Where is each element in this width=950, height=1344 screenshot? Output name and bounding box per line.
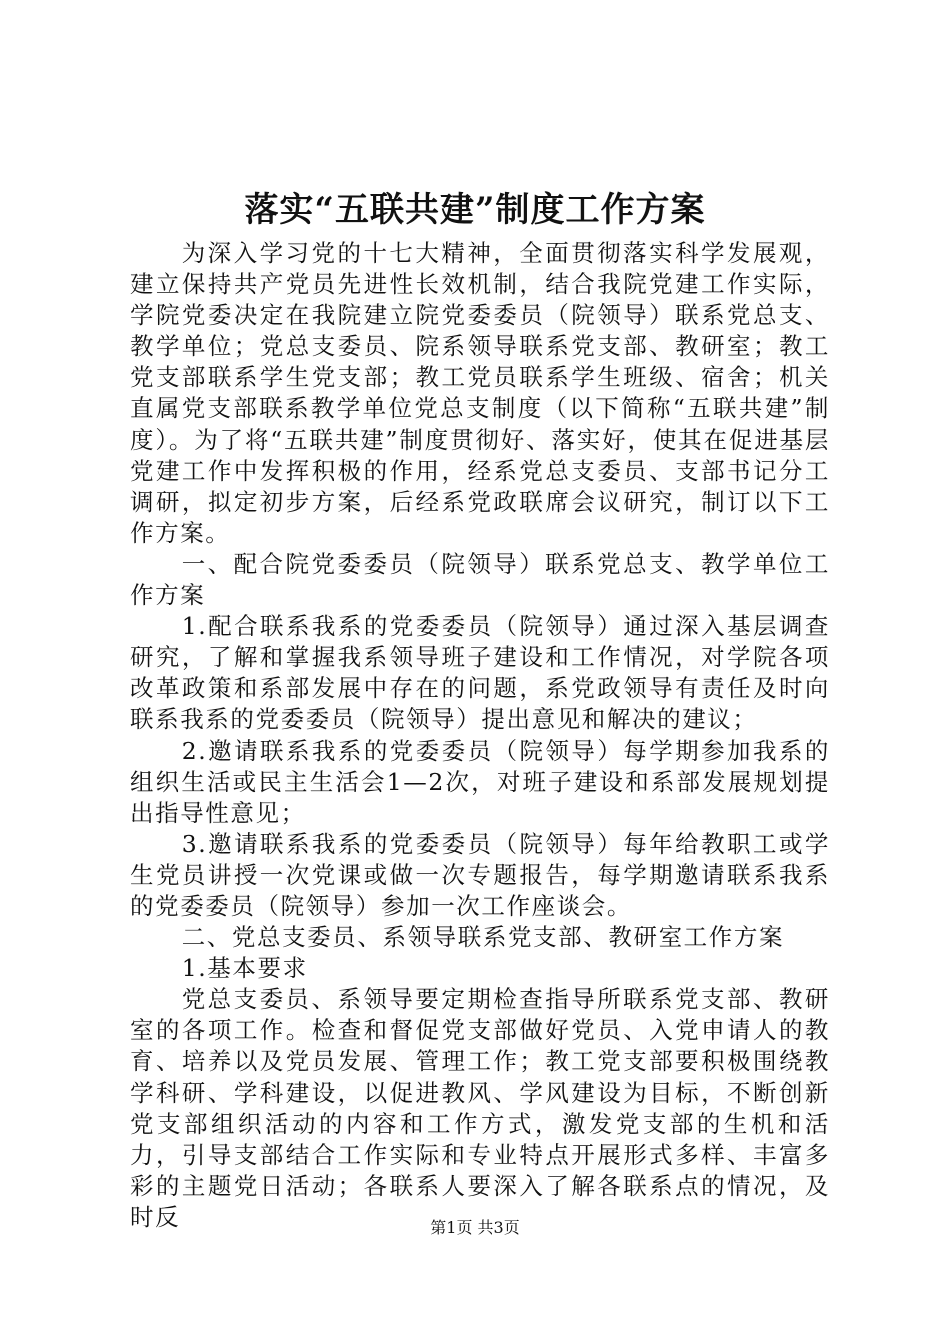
document-body [130,238,830,1233]
list-item-1-2: 2.邀请联系我系的党委委员（院领导）每学期参加我系的组织生活或民主生活会1—2次，对班子建设和系部发展规划提出指导性意见； [130,736,830,827]
section-heading-1: 一、配合院党委委员（院领导）联系党总支、教学单位工作方案 [130,549,830,610]
page-number-footer: 第1页 共3页 [430,1218,520,1237]
list-item-1-1: 1.配合联系我系的党委委员（院领导）通过深入基层调查研究，了解和掌握我系领导班子建设和工作情况，对学院各项改革政策和系部发展中存在的问题，系党政领导有责任及时向联系我系的党委委员（院领导）提出意见和解决的建议； [130,612,830,734]
subheading-2-1: 1.基本要求 [181,954,308,983]
intro-paragraph: 为深入学习党的十七大精神，全面贯彻落实科学发展观，建立保持共产党员先进性长效机制，结合我院党建工作实际，学院党委决定在我院建立院党委委员（院领导）联系党总支、教学单位；党总支委员、院系领导联系党支部、教研室；教工党支部联系学生党支部；教工党员联系学生班级、宿舍；机关直属党支部联系教学单位党总支制度（以下简称“五联共建”制度）。为了将“五联共建”制度贯彻好、落实好，使其在促进基层党建工作中发挥积极的作用，经系党总支委员、支部书记分工调研，拟定初步方案，后经系党政联席会议研究，制订以下工作方案。 [130,239,830,547]
list-item-1-3: 3.邀请联系我系的党委委员（院领导）每年给教职工或学生党员讲授一次党课或做一次专题报告，每学期邀请联系我系的党委委员（院领导）参加一次工作座谈会。 [130,829,830,920]
section-heading-2: 二、党总支委员、系领导联系党支部、教研室工作方案 [181,923,785,952]
document-title: 落实“五联共建”制度工作方案 [244,190,706,230]
body-paragraph-2-1: 党总支委员、系领导要定期检查指导所联系党支部、教研室的各项工作。检查和督促党支部做好党员、入党申请人的教育、培养以及党员发展、管理工作；教工党支部要积极围绕教学科研、学科建设，以促进教风、学风建设为目标，不断创新党支部组织活动的内容和工作方式，激发党支部的生机和活力，引导支部结合工作实际和专业特点开展形式多样、丰富多彩的主题党日活动；各联系人要深入了解各联系点的情况，及时反 [130,985,830,1231]
